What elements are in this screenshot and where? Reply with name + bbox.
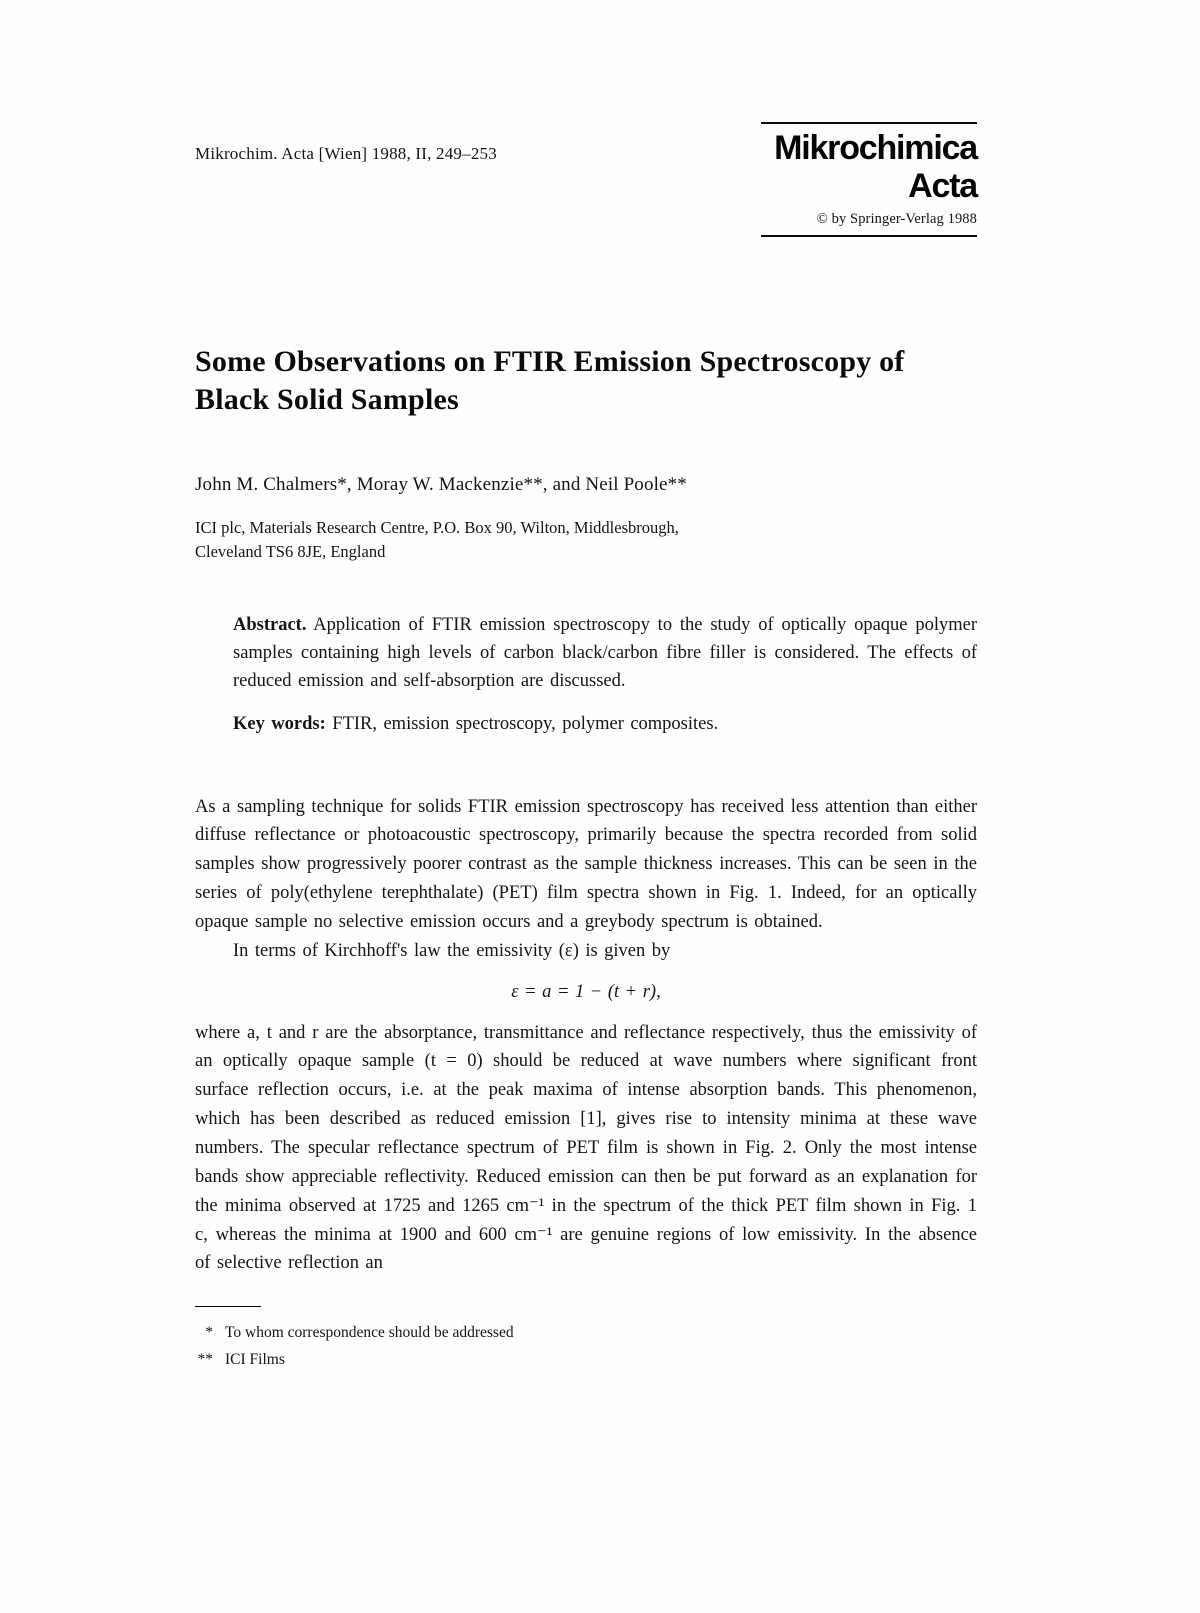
footnote-1-marker: * (205, 1324, 213, 1342)
body-paragraph-3: where a, t and r are the absorptance, transmittance and reflectance respectively, thus the emissivity of an optically opaque sample (t = 0) should be reduced at wave numbers where significant front surface reflection occurs, i.e. at the peak maxima of intense absorption bands. This phenomenon, which has been described as reduced emission [1], gives rise to intensity minima at these wave numbers. The specular reflectance spectrum of PET film is shown in Fig. 2. Only the most intense bands show appreciable reflectivity. Reduced emission can then be put forward as an explanation for the minima observed at 1725 and 1265 cm⁻¹ in the spectrum of the thick PET film shown in Fig. 1 c, whereas the minima at 1900 and 600 cm⁻¹ are genuine regions of low emissivity. In the absence of selective reflection an (195, 1022, 977, 1274)
keywords-label: Key words: (233, 714, 326, 735)
article-authors: John M. Chalmers*, Moray W. Mackenzie**, and Neil Poole** (195, 473, 687, 495)
footnote-rule (195, 1306, 261, 1307)
affiliation (195, 516, 977, 566)
abstract-paragraph (233, 611, 977, 695)
page-header (195, 0, 977, 237)
footnotes-section (195, 1306, 977, 1373)
page-content (195, 0, 977, 1374)
copyright-notice: © by Springer-Verlag 1988 (816, 210, 977, 227)
footnote-2-marker: ** (197, 1351, 213, 1369)
journal-name-line1: Mikrochimica (774, 129, 977, 167)
body-paragraph-1: As a sampling technique for solids FTIR emission spectroscopy has received less attention than either diffuse reflectance or photoacoustic spectroscopy, primarily because the spectra recorded from solid samples show progressively poorer contrast as the sample thickness increases. This can be seen in the series of poly(ethylene terephthalate) (PET) film spectra shown in Fig. 1. Indeed, for an optically opaque sample no selective emission occurs and a greybody spectrum is obtained. (195, 796, 977, 932)
abstract-section (233, 611, 977, 738)
journal-logo-block (761, 122, 977, 237)
keywords-text: FTIR, emission spectroscopy, polymer composites. (332, 714, 719, 735)
journal-citation: Mikrochim. Acta [Wien] 1988, II, 249–253 (195, 144, 497, 163)
article-body (195, 793, 977, 1279)
logo-top-rule (761, 122, 977, 124)
abstract-label: Abstract. (233, 615, 307, 636)
journal-name-line2: Acta (908, 167, 977, 206)
article-title: Some Observations on FTIR Emission Spectroscopy of Black Solid Samples (195, 344, 905, 417)
affiliation-line1: ICI plc, Materials Research Centre, P.O. Box 90, Wilton, Middlesbrough, (195, 517, 679, 537)
abstract-text: Application of FTIR emission spectroscopy to the study of optically opaque polymer samples containing high levels of carbon black/carbon fibre filler is considered. The effects of reduced emission and self-absorption are discussed. (233, 615, 977, 692)
kirchhoff-equation: ε = a = 1 − (t + r), (511, 981, 661, 1002)
keywords-paragraph (233, 710, 977, 738)
affiliation-line2: Cleveland TS6 8JE, England (195, 542, 386, 562)
body-paragraph-2-intro: In terms of Kirchhoff's law the emissivity (ε) is given by (233, 940, 671, 961)
footnote-correspondence (195, 1319, 977, 1346)
logo-bottom-rule (761, 235, 977, 237)
footnote-ici-films (195, 1346, 977, 1373)
footnote-2-text: ICI Films (225, 1351, 285, 1369)
footnote-1-text: To whom correspondence should be addressed (225, 1324, 514, 1342)
